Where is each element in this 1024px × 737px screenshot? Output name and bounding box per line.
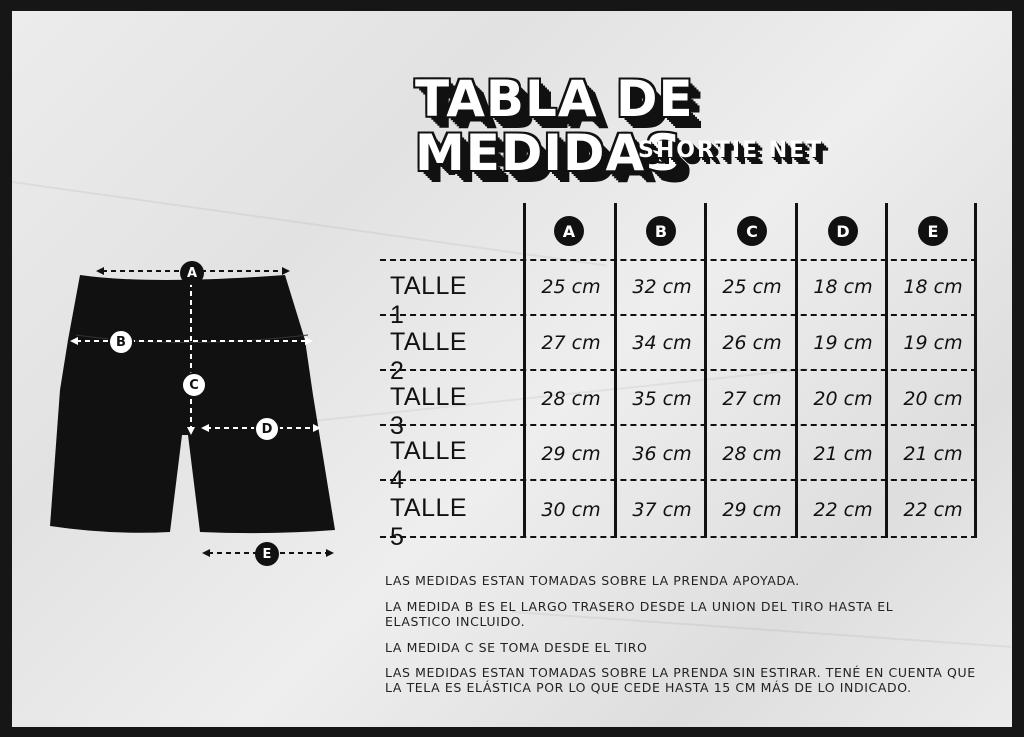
note-text: LAS MEDIDAS ESTAN TOMADAS SOBRE LA PRENDA APOYADA.: [385, 573, 800, 588]
table-cell: 28 cm: [722, 443, 782, 465]
row-label: TALLE 2: [390, 328, 468, 385]
table-row-divider: [380, 369, 977, 371]
row-label: TALLE 5: [390, 494, 468, 551]
note-text: LAS MEDIDAS ESTAN TOMADAS SOBRE LA PRENDA SIN ESTIRAR. TENÉ EN CUENTA QUE LA TELA ES ELÁSTICA POR LO QUE CEDE HASTA 15 CM MÁS DE LO INDICADO.: [385, 665, 976, 695]
row-label: TALLE 4: [390, 437, 468, 494]
table-row-divider: [380, 314, 977, 316]
row-label: TALLE 1: [390, 272, 468, 329]
measure-d-badge: D: [254, 416, 280, 442]
table-cell: 20 cm: [813, 388, 873, 410]
table-cell: 18 cm: [813, 276, 873, 298]
shorts-diagram: [30, 250, 350, 580]
measure-e-badge: E: [255, 542, 279, 566]
table-cell: 35 cm: [632, 388, 692, 410]
column-header-c: C: [737, 216, 767, 246]
table-cell: 19 cm: [903, 332, 963, 354]
table-cell: 25 cm: [541, 276, 601, 298]
table-cell: 29 cm: [722, 499, 782, 521]
table-cell: 30 cm: [541, 499, 601, 521]
measure-b-badge: B: [108, 329, 134, 355]
table-cell: 18 cm: [903, 276, 963, 298]
table-cell: 28 cm: [541, 388, 601, 410]
table-cell: 27 cm: [541, 332, 601, 354]
column-header-e: E: [918, 216, 948, 246]
shorts-garment: [50, 275, 335, 533]
table-row-divider: [380, 259, 977, 261]
note-text: LA MEDIDA C SE TOMA DESDE EL TIRO: [385, 640, 648, 655]
table-cell: 22 cm: [903, 499, 963, 521]
measure-c-badge: C: [181, 372, 207, 398]
page-subtitle: SHORTIE NET: [638, 138, 824, 163]
table-cell: 21 cm: [813, 443, 873, 465]
table-cell: 32 cm: [632, 276, 692, 298]
table-row-divider: [380, 536, 977, 538]
table-cell: 27 cm: [722, 388, 782, 410]
table-cell: 34 cm: [632, 332, 692, 354]
column-header-b: B: [646, 216, 676, 246]
table-cell: 37 cm: [632, 499, 692, 521]
table-cell: 22 cm: [813, 499, 873, 521]
column-header-d: D: [828, 216, 858, 246]
table-cell: 21 cm: [903, 443, 963, 465]
column-header-a: A: [554, 216, 584, 246]
table-cell: 19 cm: [813, 332, 873, 354]
page-title: TABLA DE MEDIDAS: [415, 70, 694, 182]
table-cell: 29 cm: [541, 443, 601, 465]
table-cell: 36 cm: [632, 443, 692, 465]
table-row-divider: [380, 479, 977, 481]
table-row-divider: [380, 424, 977, 426]
table-cell: 25 cm: [722, 276, 782, 298]
measure-a-badge: A: [180, 261, 204, 285]
table-cell: 26 cm: [722, 332, 782, 354]
table-cell: 20 cm: [903, 388, 963, 410]
note-text: LA MEDIDA B ES EL LARGO TRASERO DESDE LA UNION DEL TIRO HASTA EL ELASTICO INCLUIDO.: [385, 599, 894, 629]
row-label: TALLE 3: [390, 383, 468, 440]
